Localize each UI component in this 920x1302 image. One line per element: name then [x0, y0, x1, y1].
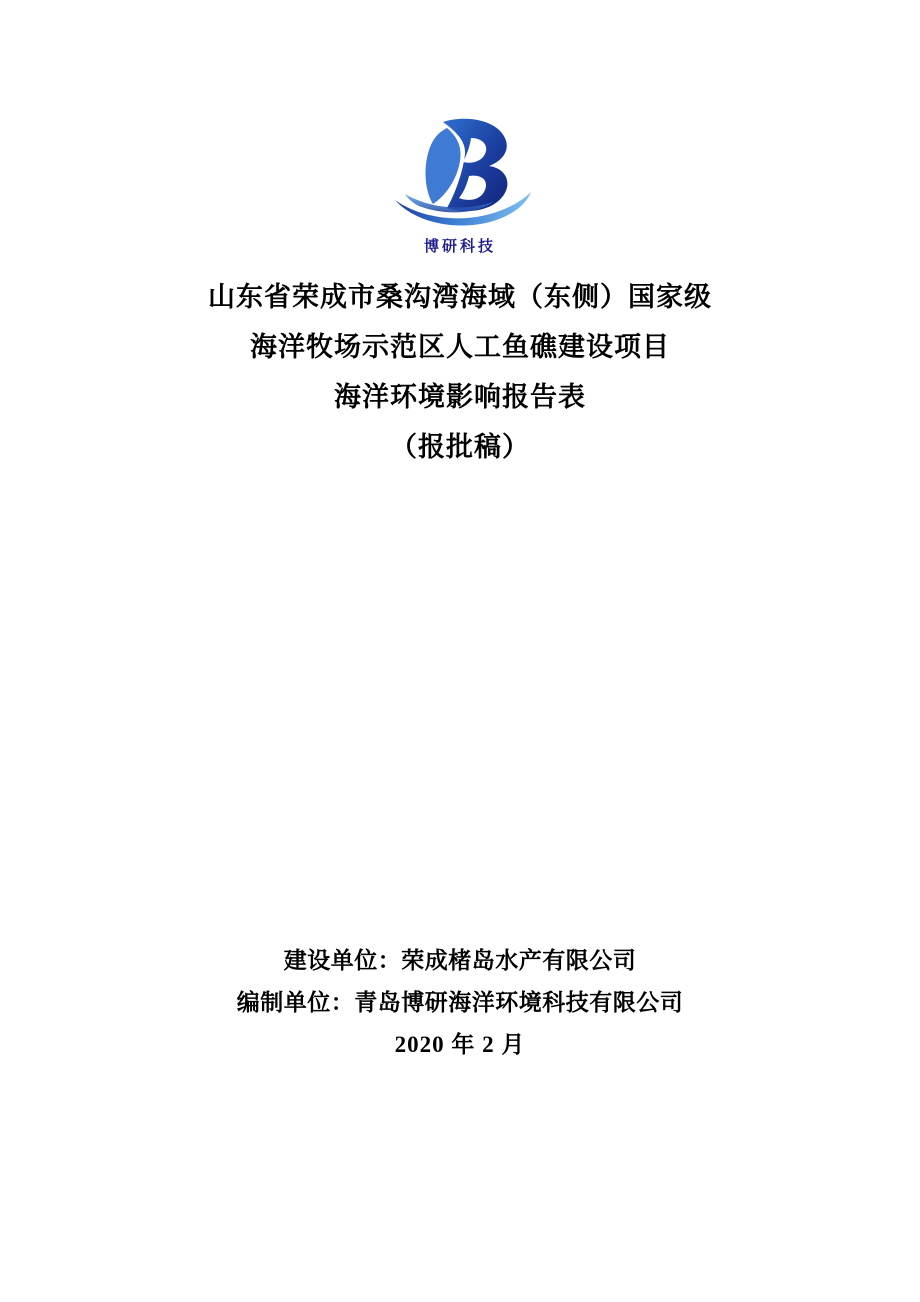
preparation-unit: 编制单位：青岛博研海洋环境科技有限公司: [236, 990, 684, 1015]
document-title: [0, 272, 920, 472]
logo-block: [0, 108, 920, 256]
boyan-keji-logo-icon: [385, 108, 535, 228]
title-line-4: （报批稿）: [390, 432, 530, 462]
title-line-1: 山东省荣成市桑沟湾海域（东侧）国家级: [208, 282, 712, 312]
document-footer: [0, 940, 920, 1066]
document-date: 2020 年 2 月: [394, 1032, 526, 1057]
construction-unit: 建设单位：荣成楮岛水产有限公司: [283, 948, 637, 973]
title-line-2: 海洋牧场示范区人工鱼礁建设项目: [250, 332, 670, 362]
title-line-3: 海洋环境影响报告表: [334, 382, 586, 412]
logo-caption: 博研科技: [423, 238, 496, 255]
